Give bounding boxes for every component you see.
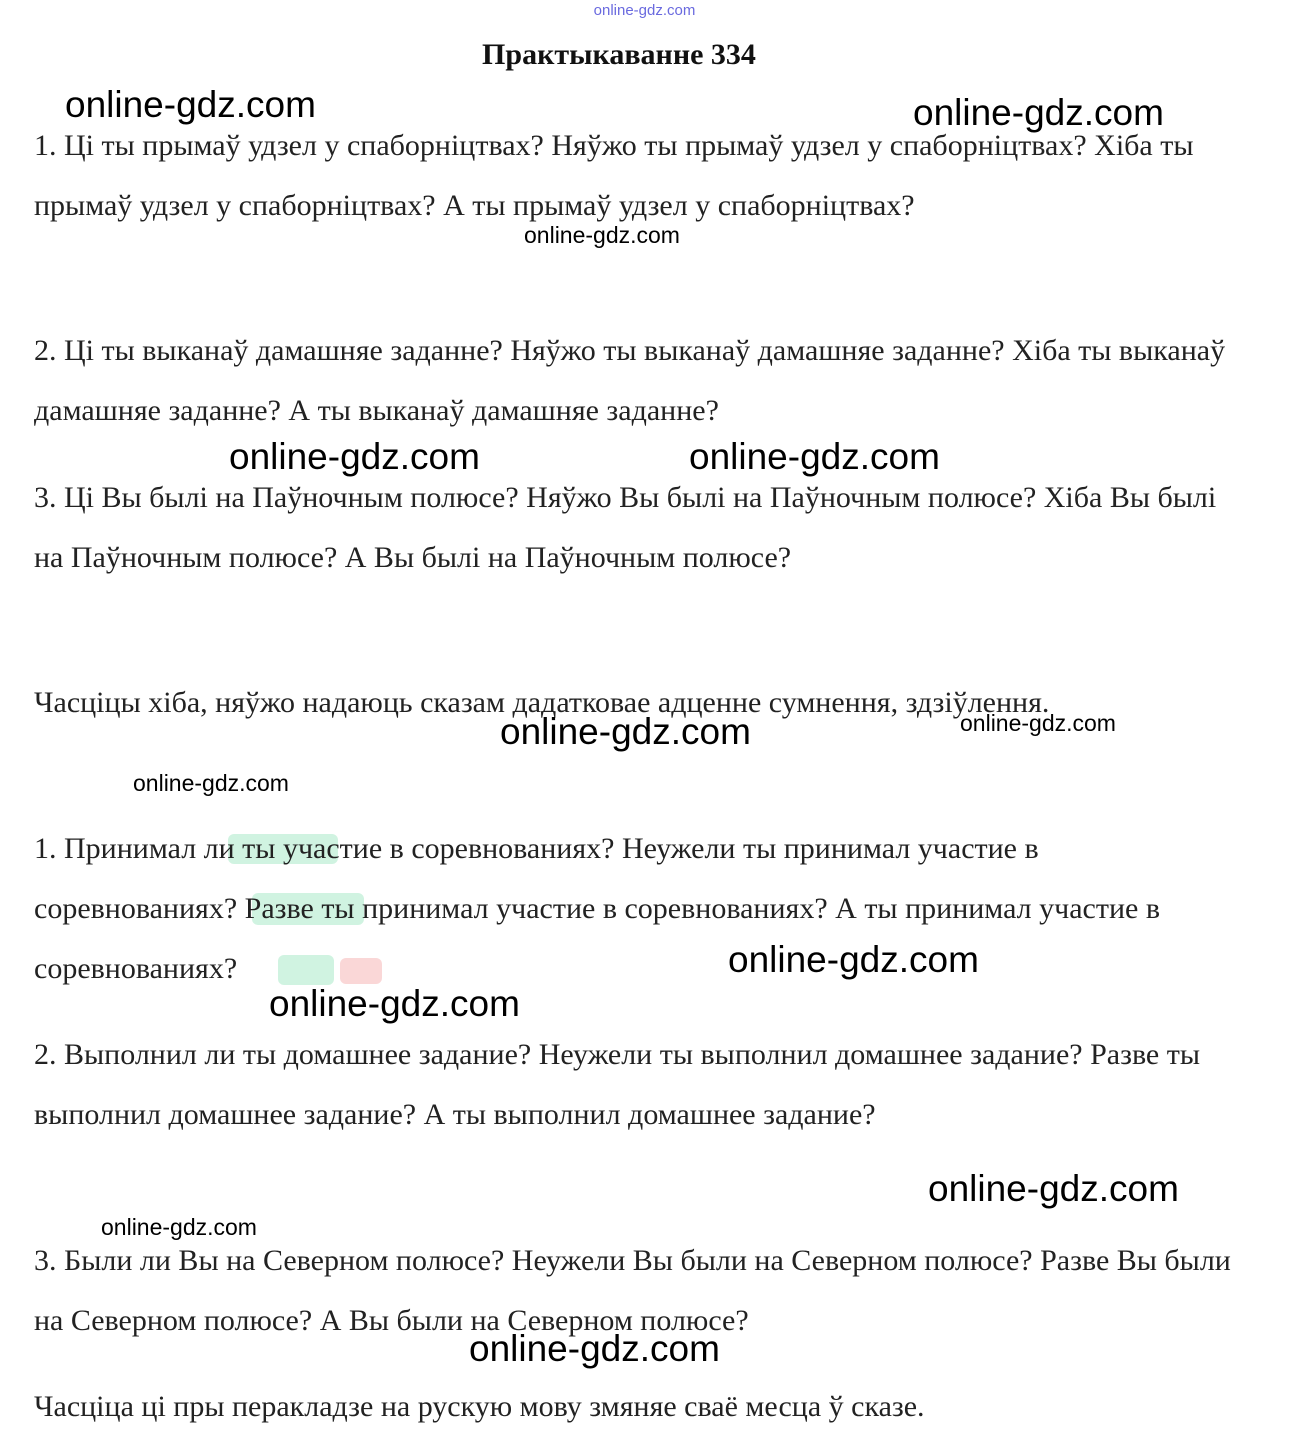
watermark: online-gdz.com [269,983,520,1024]
watermark: online-gdz.com [101,1214,257,1240]
russian-sentence-1: 1. Принимал ли ты участие в соревнованиях? Неужели ты принимал участие в соревнованиях? Разве ты принимал участие в соревнованиях? А ты принимал участие в соревнованиях? [34,832,1160,985]
watermark: online-gdz.com [500,711,751,752]
russian-sentence-3: 3. Были ли Вы на Северном полюсе? Неужели Вы были на Северном полюсе? Разве Вы были на Северном полюсе? А Вы были на Северном полюсе? [34,1244,1231,1337]
belarusian-sentence-3: 3. Ці Вы былі на Паўночным полюсе? Няўжо Вы былі на Паўночным полюсе? Хіба Вы былі на Паўночным полюсе? А Вы былі на Паўночным полюсе? [34,481,1217,574]
note-particles: Часціцы хіба, няўжо надаюць сказам дадатковае адценне сумнення, здзіўлення. [34,686,1050,719]
watermark: online-gdz.com [928,1168,1179,1209]
russian-sentence-2: 2. Выполнил ли ты домашнее задание? Неужели ты выполнил домашнее задание? Разве ты выполнил домашнее задание? А ты выполнил домашнее задание? [34,1038,1201,1131]
watermark: online-gdz.com [65,84,316,125]
note-translation: Часціца ці пры перакладзе на рускую мову змяняе сваё месца ў сказе. [34,1390,925,1423]
watermark: online-gdz.com [689,436,940,477]
watermark: online-gdz.com [960,710,1116,736]
top-site-link[interactable]: online-gdz.com [593,2,696,19]
belarusian-sentence-2: 2. Ці ты выканаў дамашняе заданне? Няўжо ты выканаў дамашняе заданне? Хіба ты выканаў дамашняе заданне? А ты выканаў дамашняе заданне? [34,334,1226,427]
watermark: online-gdz.com [524,222,680,248]
watermark: online-gdz.com [229,436,480,477]
watermark: online-gdz.com [913,92,1164,133]
page-title: Практыкаванне 334 [482,38,756,71]
watermark: online-gdz.com [469,1328,720,1369]
belarusian-sentence-1: 1. Ці ты прымаў удзел у спаборніцтвах? Няўжо ты прымаў удзел у спаборніцтвах? Хіба ты прымаў удзел у спаборніцтвах? А ты прымаў удзел у спаборніцтвах? [34,129,1194,222]
watermark: online-gdz.com [728,939,979,980]
watermark: online-gdz.com [133,770,289,796]
